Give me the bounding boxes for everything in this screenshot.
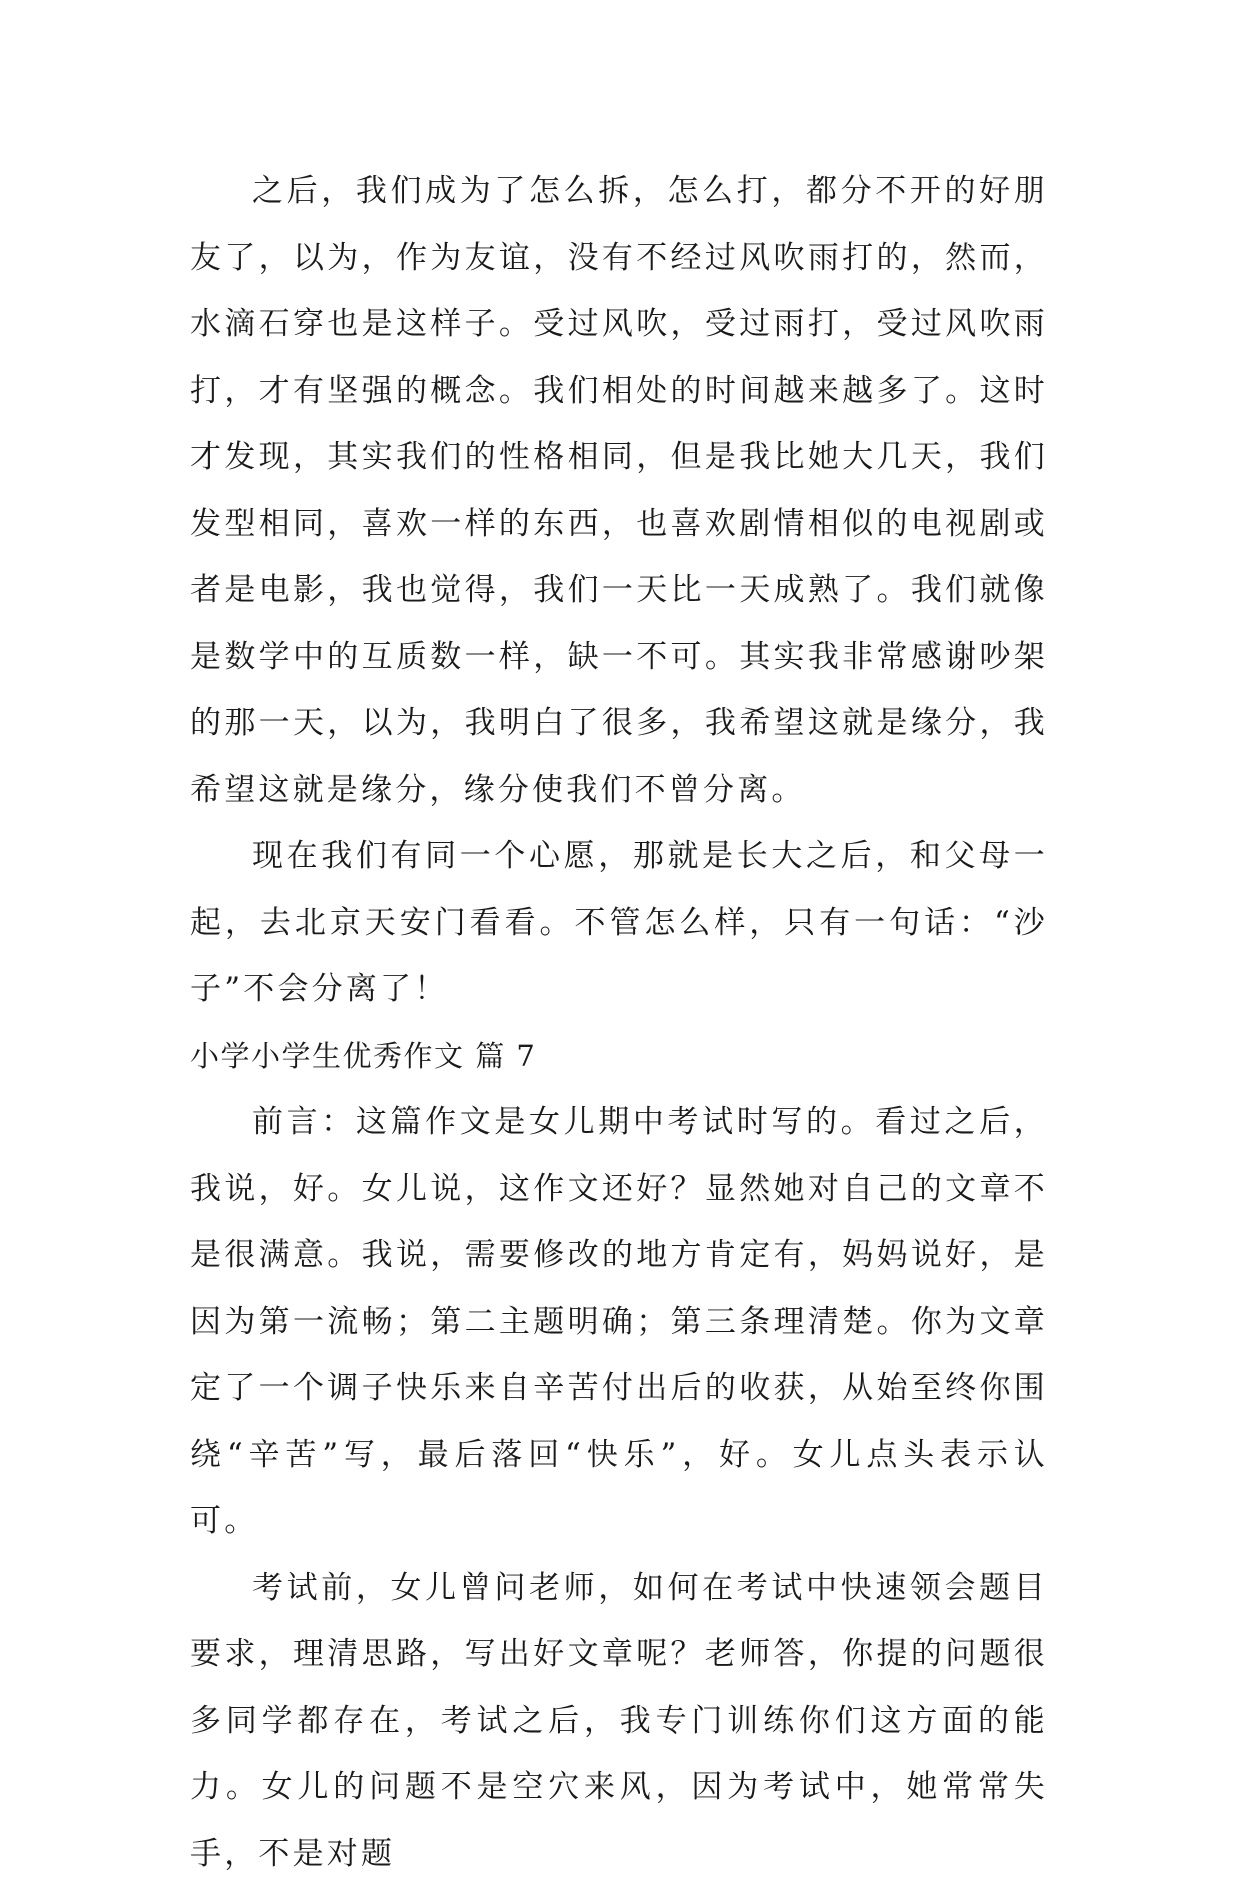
section-heading: 小学小学生优秀作文 篇 7 [190,1023,1048,1090]
paragraph-friendship: 之后，我们成为了怎么拆，怎么打，都分不开的好朋友了，以为，作为友谊，没有不经过风吹雨打的，然而，水滴石穿也是这样子。受过风吹，受过雨打，受过风吹雨打，才有坚强的概念。我们相处的时间越来越多了。这时才发现，其实我们的性格相同，但是我比她大几天，我们发型相同，喜欢一样的东西，也喜欢剧情相似的电视剧或者是电影，我也觉得，我们一天比一天成熟了。我们就像是数学中的互质数一样，缺一不可。其实我非常感谢吵架的那一天，以为，我明白了很多，我希望这就是缘分，我希望这就是缘分，缘分使我们不曾分离。 [190,158,1048,823]
paragraph-preface: 前言：这篇作文是女儿期中考试时写的。看过之后，我说，好。女儿说，这作文还好？显然她对自己的文章不是很满意。我说，需要修改的地方肯定有，妈妈说好，是因为第一流畅；第二主题明确；第三条理清楚。你为文章定了一个调子快乐来自辛苦付出后的收获，从始至终你围绕“辛苦”写，最后落回“快乐”，好。女儿点头表示认可。 [190,1089,1048,1555]
paragraph-wish: 现在我们有同一个心愿，那就是长大之后，和父母一起，去北京天安门看看。不管怎么样，只有一句话：“沙子”不会分离了！ [190,823,1048,1023]
paragraph-before-exam: 考试前，女儿曾问老师，如何在考试中快速领会题目要求，理清思路，写出好文章呢？老师答，你提的问题很多同学都存在，考试之后，我专门训练你们这方面的能力。女儿的问题不是空穴来风，因为考试中，她常常失手，不是对题 [190,1555,1048,1887]
document-body [190,158,1048,1887]
